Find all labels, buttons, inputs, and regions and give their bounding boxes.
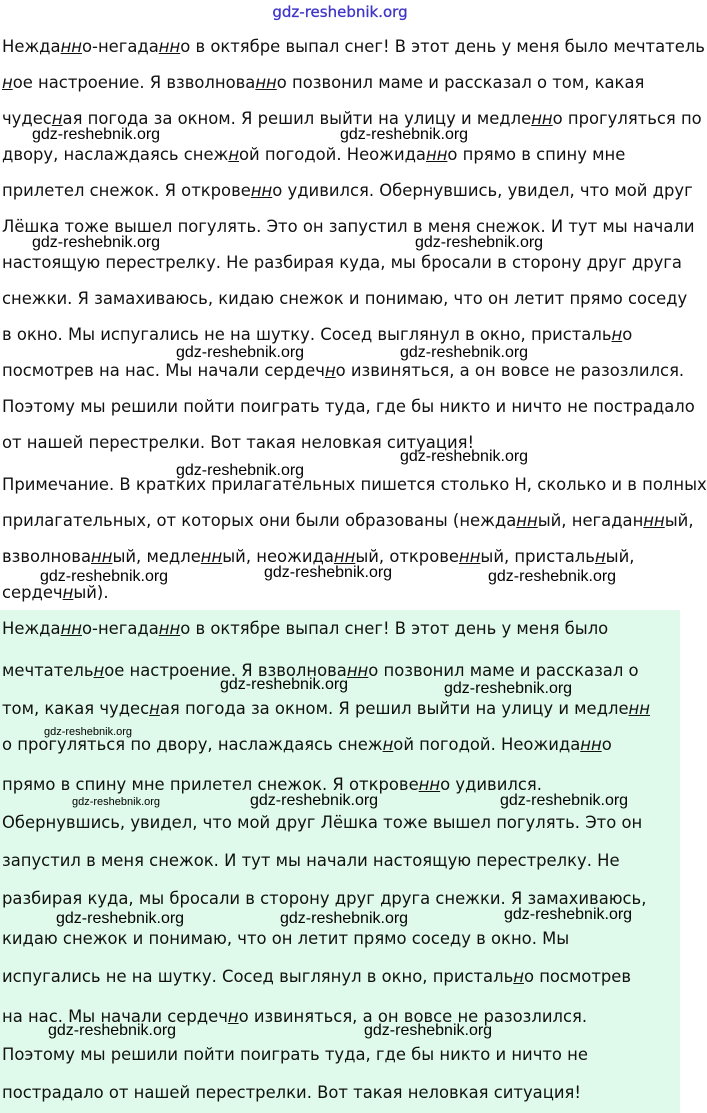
text-line	[2, 432, 680, 454]
underlined-letters: н	[513, 967, 524, 986]
text-line	[2, 252, 680, 274]
watermark-text: gdz-reshebnik.org	[500, 792, 629, 809]
underlined-letters: нн	[158, 37, 181, 56]
text-span: о удивился. Обернувшись, увидел, что мой друг	[272, 181, 693, 200]
text-span: том, какая чудес	[2, 699, 150, 718]
text-span: ая погода за окном. Я решил выйти на улицу и медле	[62, 109, 532, 128]
watermark-text: gdz-reshebnik.org	[504, 906, 633, 923]
text-span: Поэтому мы решили пойти поиграть туда, где бы никто и ничто не	[2, 1045, 588, 1064]
watermark-text: gdz-reshebnik.org	[44, 726, 133, 738]
text-line	[2, 36, 705, 58]
text-span: о-негада	[82, 37, 159, 56]
underlined-letters: нн	[346, 661, 369, 680]
watermark-text: gdz-reshebnik.org	[176, 462, 305, 479]
text-span: ый, открове	[355, 547, 459, 566]
text-line	[2, 966, 680, 988]
watermark-text: gdz-reshebnik.org	[72, 796, 161, 808]
text-line	[2, 850, 680, 872]
underlined-letters: нн	[418, 775, 441, 794]
watermark-text: gdz-reshebnik.org	[176, 344, 305, 361]
underlined-letters: нн	[250, 181, 273, 200]
text-span: посмотрев на нас. Мы начали сердеч	[2, 361, 325, 380]
watermark-text: gdz-reshebnik.org	[56, 910, 185, 927]
underlined-letters: нн	[158, 619, 181, 638]
text-line	[2, 698, 680, 720]
underlined-letters: н	[228, 145, 240, 164]
watermark-text: gdz-reshebnik.org	[250, 792, 379, 809]
watermark-text: gdz-reshebnik.org	[32, 234, 161, 251]
text-span: снежки. Я замахиваюсь, кидаю снежок и понимаю, что он летит прямо соседу	[2, 289, 688, 308]
underlined-letters: н	[62, 583, 74, 602]
underlined-letters: нн	[200, 547, 223, 566]
text-line	[2, 474, 707, 496]
text-span: в окно. Мы испугались не на шутку. Сосед выглянул в окно, присталь	[2, 325, 612, 344]
text-line	[2, 144, 680, 166]
underlined-letters: н	[93, 661, 105, 680]
underlined-letters: нн	[425, 145, 448, 164]
text-line	[2, 812, 680, 834]
underlined-letters: нн	[60, 619, 82, 638]
text-line	[2, 324, 680, 346]
underlined-letters: н	[51, 109, 63, 128]
underlined-letters: н	[324, 361, 336, 380]
underlined-letters: нн	[531, 109, 553, 128]
text-span: ый).	[73, 583, 109, 602]
watermark-text: gdz-reshebnik.org	[264, 564, 393, 581]
watermark-text: gdz-reshebnik.org	[444, 680, 573, 697]
text-span: о	[601, 735, 612, 754]
text-span: Поэтому мы решили пойти поиграть туда, где бы никто и ничто не пострадало	[2, 397, 695, 416]
text-span: пострадало от нашей перестрелки. Вот такая неловкая ситуация!	[2, 1083, 581, 1102]
text-span: кидаю снежок и понимаю, что он летит прямо соседу в окно. Мы	[2, 929, 570, 948]
text-line	[2, 510, 694, 532]
text-line	[2, 618, 680, 640]
site-header: gdz-reshebnik.org	[272, 3, 408, 21]
text-span: о позвонил маме и рассказал о том, какая	[276, 73, 645, 92]
text-span: запустил в меня снежок. И тут мы начали настоящую перестрелку. Не	[2, 851, 620, 870]
text-span: от нашей перестрелки. Вот такая неловкая ситуация!	[2, 433, 475, 452]
answer-block-highlighted	[0, 610, 680, 1113]
underlined-letters: нн	[255, 73, 277, 92]
text-span: о посмотрев	[523, 967, 632, 986]
text-span: сердеч	[2, 583, 63, 602]
underlined-letters: нн	[628, 699, 650, 718]
text-span: разбирая куда, мы бросали в сторону друг друга снежки. Я замахиваюсь,	[2, 889, 647, 908]
text-span: ая погода за окном. Я решил выйти на улицу и медле	[159, 699, 629, 718]
text-span: о	[622, 325, 633, 344]
underlined-letters: н	[382, 735, 394, 754]
text-span: Лёшка тоже вышел погулять. Это он запустил в меня снежок. И тут мы начали	[2, 217, 695, 236]
underlined-letters: нн	[60, 37, 82, 56]
text-span: Нежда	[2, 619, 61, 638]
underlined-letters: н	[149, 699, 160, 718]
answer-block-plain	[0, 28, 707, 610]
text-span: чудес	[2, 109, 52, 128]
text-line	[2, 288, 688, 310]
text-span: ой погодой. Неожида	[393, 735, 581, 754]
text-span: ое настроение. Я взволнова	[104, 661, 347, 680]
watermark-text: gdz-reshebnik.org	[400, 448, 529, 465]
underlined-letters: нн	[458, 547, 481, 566]
text-line	[2, 928, 680, 950]
text-span: Обернувшись, увидел, что мой друг Лёшка тоже вышел погулять. Это он	[2, 813, 643, 832]
text-span: о прогуляться по двору, наслаждаясь снеж	[2, 735, 383, 754]
text-span: взволнова	[2, 547, 91, 566]
text-line	[2, 1044, 680, 1066]
watermark-text: gdz-reshebnik.org	[400, 344, 529, 361]
watermark-text: gdz-reshebnik.org	[40, 568, 169, 585]
watermark-text: gdz-reshebnik.org	[488, 568, 617, 585]
text-line	[2, 72, 680, 94]
text-span: ый, присталь	[480, 547, 595, 566]
text-span: прямо в спину мне прилетел снежок. Я открове	[2, 775, 419, 794]
text-span: о-негада	[82, 619, 159, 638]
text-span: о в октябре выпал снег! В этот день у меня было мечтатель	[180, 37, 705, 56]
text-span: Нежда	[2, 37, 61, 56]
watermark-text: gdz-reshebnik.org	[364, 1022, 493, 1039]
text-span: ый, неожида	[222, 547, 334, 566]
text-span: ый,	[605, 547, 635, 566]
text-span: о извиняться, а он вовсе не разозлился.	[335, 361, 685, 380]
text-span: Примечание. В кратких прилагательных пишется столько Н, сколько и в полных	[2, 475, 707, 494]
text-span: ый, медле	[112, 547, 201, 566]
text-span: мечтатель	[2, 661, 94, 680]
underlined-letters: н	[2, 73, 13, 92]
text-line	[2, 1082, 680, 1104]
text-span: ой погодой. Неожида	[239, 145, 426, 164]
text-span: прилетел снежок. Я открове	[2, 181, 251, 200]
underlined-letters: н	[611, 325, 623, 344]
text-span: ый, негадан	[537, 511, 644, 530]
text-line	[2, 180, 693, 202]
text-span: о прогуляться по	[552, 109, 702, 128]
underlined-letters: нн	[91, 547, 113, 566]
underlined-letters: нн	[580, 735, 602, 754]
text-span: прилагательных, от которых они были образованы (нежда	[2, 511, 517, 530]
text-line	[2, 396, 695, 418]
text-span: о в октябре выпал снег! В этот день у меня было	[180, 619, 609, 638]
underlined-letters: нн	[643, 511, 665, 530]
text-span: о прямо в спину мне	[447, 145, 626, 164]
watermark-text: gdz-reshebnik.org	[48, 1022, 177, 1039]
text-span: на нас. Мы начали сердеч	[2, 1007, 228, 1026]
text-span: ое настроение. Я взволнова	[12, 73, 256, 92]
watermark-text: gdz-reshebnik.org	[32, 126, 161, 143]
text-span: о извиняться, а он вовсе не разозлился.	[238, 1007, 588, 1026]
text-span: настоящую перестрелку. Не разбирая куда, мы бросали в сторону друг друга	[2, 253, 682, 272]
text-span: ый,	[664, 511, 694, 530]
text-span: двору, наслаждаясь снеж	[2, 145, 229, 164]
text-span: испугались не на шутку. Сосед выглянул в окно, присталь	[2, 967, 514, 986]
watermark-text: gdz-reshebnik.org	[280, 910, 409, 927]
underlined-letters: н	[227, 1007, 239, 1026]
text-span: о позвонил маме и рассказал о	[368, 661, 639, 680]
watermark-text: gdz-reshebnik.org	[340, 126, 469, 143]
underlined-letters: н	[594, 547, 606, 566]
underlined-letters: нн	[516, 511, 538, 530]
text-span: о удивился.	[440, 775, 542, 794]
watermark-text: gdz-reshebnik.org	[220, 676, 349, 693]
text-line	[2, 360, 685, 382]
watermark-text: gdz-reshebnik.org	[415, 234, 544, 251]
underlined-letters: нн	[333, 547, 356, 566]
